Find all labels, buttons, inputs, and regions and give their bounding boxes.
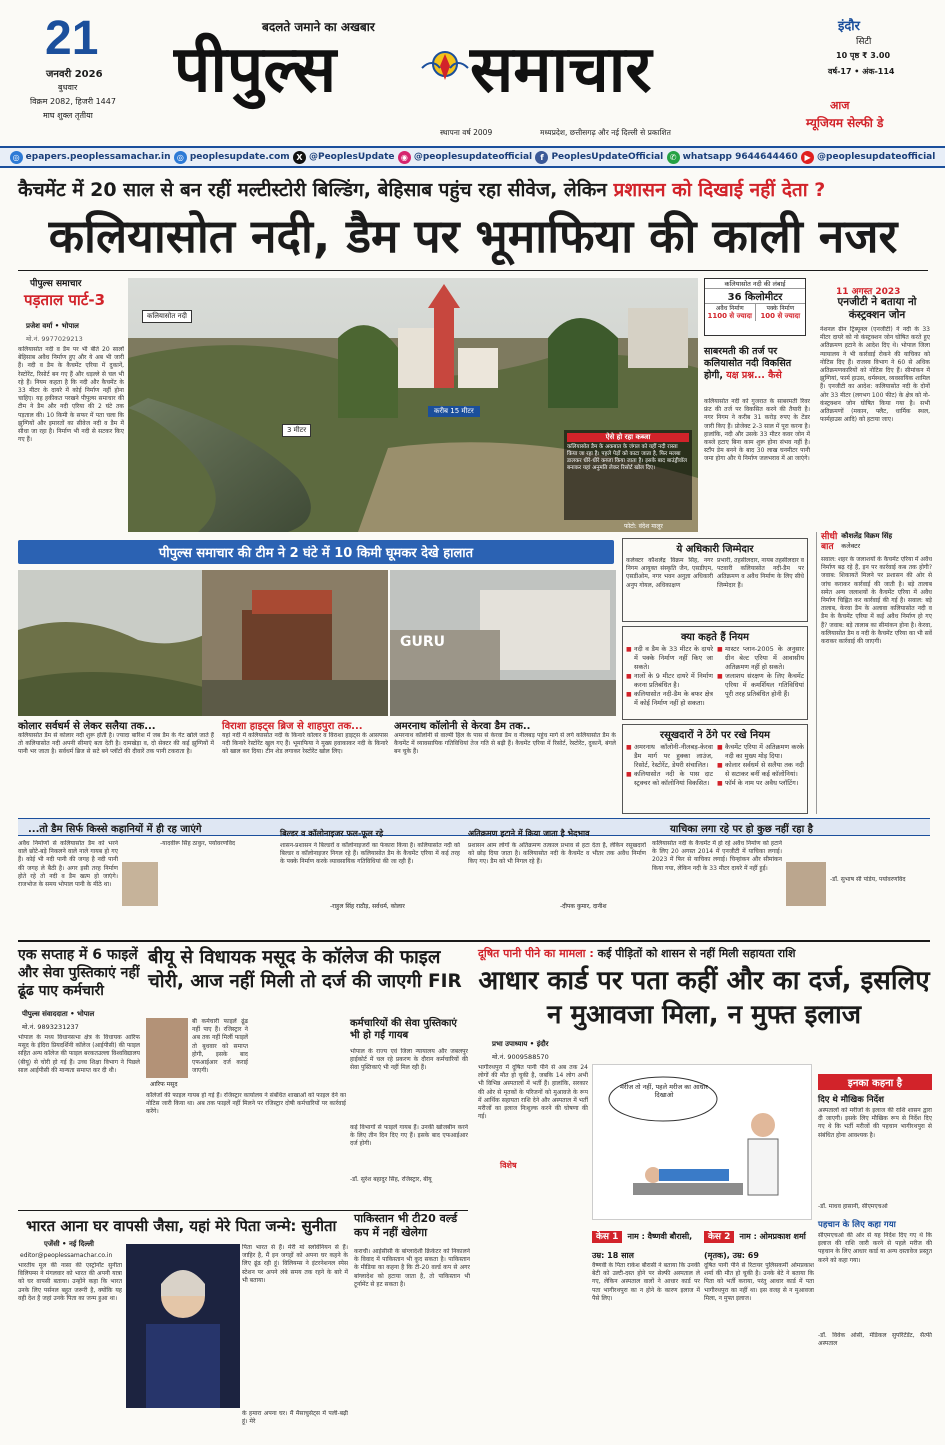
photo-label-3m: 3 मीटर [282,424,311,437]
story5-phone: मो.नं. 9009588570 [492,1053,549,1061]
rules-box [622,626,808,720]
stats-length-value: 36 किलोमीटर [727,292,783,303]
stats-pakka-value: 100 से ज्यादा [760,312,801,320]
story5-box [818,1074,932,1438]
story5-headline: आधार कार्ड पर पता कहीं और का दर्ज, इसलिए न मुआवजा मिला, न मुफ्त इलाज [478,966,930,1030]
influential-item: ■ कोलार सर्वधर्म से सलैया तक नदी से सटाकर बनीं कई कॉलोनियां। [717,761,804,779]
social-item[interactable]: X @PeoplesUpdate [293,151,395,164]
sidhi-baat-tag: सीधी बात [821,532,838,552]
strip-title-3: अमरनाथ कॉलोनी से केरवा डैम तक.. [394,721,531,732]
quote-2-by: -राहुल सिंह राठौड़, सर्वधर्म, कोलार [330,903,405,910]
strip-title-2: विराशा हाइट्स ब्रिज से शाहपुरा तक... [222,721,363,732]
today-label: आज [830,99,850,112]
youtube-icon: ▶ [801,151,814,164]
series-title: पड़ताल पार्ट-3 [24,291,106,309]
story5-box-sub: दिए थे मौखिक निर्देश [818,1095,884,1105]
story5-box-body2: सीएमएचओ की ओर से यह निर्देश दिए गए थे कि इलाज की राशि जारी करने से पहले मरीज की पहचान के लिए आधार कार्ड या अन्य दस्तावेज प्रस्तुत करने को कहा गया। [818,1232,932,1264]
stats-box [704,278,806,336]
team-banner: पीपुल्स समाचार की टीम ने 2 घंटे में 10 किमी घूमकर देखे हालात [18,540,614,564]
story4-headline: पाकिस्तान भी टी20 वर्ल्ड कप में नहीं खेलेगा [354,1212,458,1239]
whatsapp-icon: ✆ [667,151,680,164]
influential-item: ■ कैचमेंट एरिया में अतिक्रमण करके नदी का मुख्य मोड़ दिया। [717,743,804,761]
influential-box [622,724,808,814]
social-item[interactable]: ◎ peoplesupdate.com [174,151,290,164]
photo-credit: फोटो: वंदेश मालूर [624,523,663,530]
ngt-body: नेशनल ग्रीन ट्रिब्यूनल (एनजीटी) ने नदी के 33 मीटर दायरे को नो कंस्ट्रक्शन जोन घोषित करते हुए अतिक्रमण हटाने के आदेश दिए थे। भोपाल जिला न्यायालय ने भी कार्रवाई रोकने की याचिका को नोटिस दिए हैं। राजस्व विभाग ने 60 से अधिक अतिक्रमणकारियों को नोटिस दिए हैं। सीमांकन में झुग्गियां, फार्म हाउस, धर्मस्थल, व्यवसायिक शामिल हैं। एनजीटी का आदेश: कलियासोत नदी के दोनों ओर 33 मीटर (लगभग 100 फीट) के क्षेत्र को नो-कंस्ट्रक्शन जोन घोषित किया गया है। सभी अतिक्रमणों (मकान, फ्लैट, धार्मिक स्थल, फार्महाउस आदि) को हटाया जाए। [820,326,930,424]
edition: सिटी [856,37,872,47]
social-item[interactable]: ◉ @peoplesupdateofficial [398,151,532,164]
story5-box-by2: -डॉ. विवेक ओसी, मेडिकल सुपरिंटेंडेंट, सैत्फी अस्पताल [818,1332,932,1348]
pen-nib-logo [420,50,470,90]
strip-body-3: अमरनाथ कॉलोनी से वाल्मी हिल के पास से केरवा डैम व नीलबड़ पहुंच मार्ग से लगे कलियासोत डैम के कैचमेंट में व्यावसायिक गतिविधियां तेज गति से बढ़ी हैं। कैचमेंट एरिया में रिसोर्ट, रेस्टोरेंट, दुकानें, बंगले बन चुके हैं। [394,732,616,756]
story5-series: विशेष [500,1161,517,1170]
influential-item: ■ अमरनाथ कॉलोनी-नीलबड़-केरवा डैम मार्ग पर हुक्का लाउंज, रिसोर्ट, रेस्टोरेंट, डेयरी संचालित। [626,743,713,770]
story2-side-body2: कई विभागों से फाइलें गायब हैं। उनकी खोजबीन करने के लिए तीन दिन दिए गए हैं। इसके बाद एफआईआर दर्ज होगी। [350,1124,468,1148]
story4-body: कराची। आईसीसी के बांग्लादेशी क्रिकेटर को निकालने के विवाद में पाकिस्तान भी कूद सकता है। पाकिस्तान के मीडिया का कहना है कि टी-20 वर्ल्ड कप से अगर बांग्लादेश को हटाया जाता है, तो पाकिस्तान भी टूर्नामेंट से हट सकता है। [354,1248,470,1288]
paper-title-left: पीपुल्स [174,33,337,107]
photo-label-river: कलियासोत नदी [142,310,192,323]
story2-headline: एक सप्ताह में 6 फाइलें और सेवा पुस्तिकाएं नहीं ढूंढ पाए कर्मचारी [18,947,140,999]
social-item[interactable]: f PeoplesUpdateOfficial [535,151,663,164]
story3-photo [126,1244,240,1408]
series-brand: पीपुल्स समाचार [30,279,82,289]
globe-icon: ◎ [10,151,23,164]
strip-photo-3 [390,570,616,716]
cartoon [592,1064,812,1220]
influential-title: रसूखदारों ने ठेंगे पर रखे नियम [660,730,770,741]
ngt-headline: एनजीटी ने बताया नो कंस्ट्रक्शन जोन [837,296,917,321]
case2 [704,1224,814,1262]
date-month: जनवरी 2026 [46,69,103,80]
quotes-left-title: ...तो डैम सिर्फ किस्से कहानियों में ही रह जाएंगे [28,824,202,835]
tagline: बदलते जमाने का अखबार [262,20,375,34]
date-day: 21 [45,12,99,65]
case2-name: नाम : ओमप्रकाश शर्मा (मृतक), उम्र: 69 [704,1232,806,1260]
pages-price: 10 पृष्ठ ₹ 3.00 [836,51,891,60]
sabarmati-headline: साबरमती की तर्ज पर कलियासोत नदी विकसित होगी, यक्ष प्रश्न... कैसे [704,346,792,381]
lead-photo [128,278,698,532]
case2-tag: केस 2 [704,1231,734,1243]
strip-body-1: कलियासोत डैम से कोलार नदी शुरू होती है। ज्यादा बारिश में जब डैम के गेट खोले जाते हैं तो कलियासोत नदी अपनी सीमाएं बता देती है। दामखेड़ा व, दो सेक्टर की कई झुग्गियों में पानी भर जाता है। सर्वधर्म ब्रिज से सटे बने प्लॉटों की दीवारें तक पानी टकराता है। [18,732,214,756]
story2-phone: मो.नं. 9893231237 [22,1023,79,1031]
lead-body: कलियासोत नदी व डैम पर भी बीते 20 सालों बेहिसाब अवैध निर्माण हुए और ये अब भी जारी हैं। नदी व डैम के कैचमेंट एरिया में दुकानें, रेस्टोरेंट, रिसोर्ट बन गए हैं और धड़ल्ले से चल भी रहे हैं। नियम कहता है कि नदी और कैचमेंट के 33 मीटर के दायरे में कोई निर्माण नहीं होना चाहिए। यह हकीकत परखने पीपुल्स समाचार की टीम ने डैम और नदी एरिया की 2 घंटे तक पड़ताल की। 10 किमी के सफर में पता चला कि झुग्गियों और इमारतों का सीवेज नदी व डैम में सीधा जा रहा है। निर्माण भी नदी से सटकर किए गए हैं। [18,346,124,444]
photo-note-box [564,430,692,520]
photo-note: कलियासोत डैम के अकबात के जंगल को यहीं नदी रास्ता किया जा रहा है। पहले पेड़ों को काटा जाता है, फिर मलबा डालकर धीरे-धीरे कब्जा किया जाता है। इसके बाद बाउंड्रीवॉल बनाकर यहां अनुमति लेकर रिसोर्ट खोल दिए। [567,444,687,471]
samvat: विक्रम 2082, हिजरी 1447 [30,97,116,106]
quote-2-title: बिल्डर व कॉलोनाइजर फल-फूल रहे [280,829,384,838]
masthead [0,0,945,142]
city: इंदौर [838,19,860,34]
lead-byline: प्रजेश वर्मा • भोपाल [26,322,79,330]
globe-icon: ◎ [174,151,187,164]
stats-illegal-label: अवैध निर्माण [715,305,744,312]
quotes-right-title: याचिका लगा रहे पर हो कुछ नहीं रहा है [670,824,813,835]
quote-2: शासन-प्रशासन ने बिल्डरों व कॉलोनाइजरों का फेकारा किया है। कलियासोत नदी को बिल्डर व कॉलोनाइजर निगल रहे हैं। कलियासोत डैम के कैचमेंट एरिया में कई तरह के पक्के निर्माण करके व्यावसायिक गतिविधियां की जा रही हैं। [280,842,460,866]
strip-body-2: यहां नदी में कलियासोत नदी के किनारे कोलार व विराशा हाइट्स के आसपास नदी किनारे रेस्टोरेंट खुल गए हैं। भूमाफिया ने मुख्य हवाकाकर नदी के किनारे को खाल कर दिया। टीन शेड लगाकर रेस्टोरेंट खोल लिए। [222,732,388,756]
story2-main-headline: बीयू से विधायक मसूद के कॉलेज की फाइल चोरी, आज नहीं मिली तो दर्ज की जाएगी FIR [148,947,462,992]
story2-side-by: -डॉ. सुरेश बहादुर सिंह, रजिस्ट्रार, बीयू [350,1176,432,1183]
case2-body: दूषित पानी पीने से रिटायर पुलिसकर्मी ओमप्रकाश शर्मा की मौत हो चुकी है। उनके बेटे ने बताया कि पिता को भर्ती कराया, परंतु आधार कार्ड में पता भागीरथपुरा का नहीं था। इस वजह से न मुआवजा मिला, न मुफ्त इलाज। [704,1262,814,1302]
rules-title: क्या कहते हैं नियम [680,632,750,643]
quote-1-by: -यादवीरू सिंह ठाकुर, पर्यावरणविद [160,840,236,847]
story5-box-body: अस्पतालों को मरीजों के इलाज की राशि शासन द्वारा दी जाएगी। इसके लिए मौखिक रूप से निर्देश दिए गए थे कि भर्ती मरीजों की पहचान भागीरथपुरा से संबंधित होना आवश्यक है। [818,1107,932,1139]
story5-body: भागीरथपुरा में दूषित पानी पीने से अब तक 24 लोगों की मौत हो चुकी है, जबकि 14 लोग अभी भी विभिन्न अस्पतालों में भर्ती हैं। हालांकि, सरकार की ओर से मृतकों के परिजनों को मुआवजे के रूप में आर्थिक सहायता राशि देने और अस्पताल में भर्ती मरीजों का इलाज निःशुल्क करने की घोषणा की गई। [478,1064,588,1121]
social-item[interactable]: ✆ whatsapp 9644644460 [667,151,798,164]
responsible-col2: प्रभारी, तहसीलदार, नायब तहसीलदार व पटवारी कलियासोत नदी-डैम पर अतिक्रमण व अवैध निर्माण के लिए सीधे जिम्मेदार हैं। [717,557,804,589]
quote-3: प्रशासन आम लोगों के अतिक्रमण तत्काल प्रभाव से हटा देता है, लेकिन रसूखदारों को छोड़ दिया जाता है। कलियासोत नदी के कैचमेंट व भीतर तक अवैध निर्माण किए गए। डैम को भी निगल रहे हैं। [468,842,646,866]
photo-note-title: ऐसे हो रहा कब्जा [567,433,689,442]
sidhi-baat-role: कलेक्टर [841,542,861,550]
responsible-box [622,538,808,622]
quote-1: अवैध निर्माणों से कलियासोत डैम को भरने वाले छोटे-बड़े निकलने वाले नाले गायब हो गए हैं। कोई भी नदी पानी की जगह है नदी पानी की जगह ले बैठी है। अगर इसी तरह निर्माण होते रहे तो नदी व डैम खत्म हो जाएंगे। राजभोज के समय भोपाल पानी के मीठे था। [18,840,118,889]
rule-item: ■ जलाशय संरक्षण के लिए कैचमेंट एरिया में कमर्शियल गतिविधियां पूरी तरह प्रतिबंधित होनी हैं। [717,672,804,699]
quote-4-by: -डॉ. सुभाष सी पांडेय, पर्यावरणविद [830,876,906,883]
sidhi-baat-person: कौशलेंद्र विक्रम सिंह [841,532,893,540]
quote-1-avatar [122,862,158,906]
photo-label-width: करीब 15 मीटर [428,406,480,417]
story2-side-body: भोपाल के राज्य एवं जिला न्यायालय और जबलपुर हाईकोर्ट में चल रहे प्रकरण के दौरान कर्मचारियों की सेवा पुस्तिकाएं भी नहीं मिल रही हैं। [350,1048,468,1072]
instagram-icon: ◉ [398,151,411,164]
social-item[interactable]: ▶ @peoplesupdateofficial [801,151,935,164]
strip-photo-1 [18,570,214,716]
stats-illegal-value: 1100 से ज्यादा [707,312,752,320]
story3-headline: भारत आना घर वापसी जैसा, यहां मेरे पिता जन्मे: सुनीता [26,1217,337,1235]
case1-body: वैष्णवी के पिता राकेश बौरासी ने बताया कि उनकी बेटी को उल्टी-दस्त होने पर सेल्फी अस्पताल ले गए, लेकिन अस्पताल वालों ने आधार कार्ड पर पता भागीरथपुरा का न होने के कारण इलाज में पैसे लिए। [592,1262,700,1302]
tithi: माघ शुक्ल तृतीया [43,111,93,120]
rule-item: ■ नालों के 9 मीटर दायरे में निर्माण करना प्रतिबंधित है। [626,672,713,690]
responsible-col1: कलेक्टर कौशलेंद्र विक्रम सिंह, नगर निगम आयुक्त संस्कृति जैन, एसडीएम, एसडीओम, नगर भवन अनुज्ञा अधिकारी अनुप गोयल, अधिकाक्षण [626,557,713,589]
lead-phone: मो.नं. 9977029213 [26,335,83,343]
stats-length-label: कलियासोत नदी की लंबाई [705,279,805,289]
story5-byline: प्रभा उपाध्याय • इंदौर [492,1040,549,1048]
story2-body2: बी कर्मचारी फाइलें ढूंढ नहीं पाए हैं। रजिस्ट्रार ने अब तक नहीं मिलीं फाइलें तो बुधवार को समाप्त होगी, इसके बाद एफआईआर दर्ज कराई जाएगी। [192,1018,248,1075]
stats-pakka-label: पक्के निर्माण [766,305,795,312]
rule-item: ■ कलियासोत नदी-डैम के बफर क्षेत्र में कोई निर्माण नहीं हो सकता। [626,690,713,708]
case1-tag: केस 1 [592,1231,622,1243]
story2-body3: कॉलेजों की फाइल गायब हो गई हैं। रजिस्ट्रार कार्यालय ने संबंधित शाखाओं को फाइल देने का नोटिस जारी किया था। अब तक फाइलें नहीं मिलने पर रजिस्ट्रार दोषी कर्मचारियों पर कार्रवाई करेंगे। [146,1092,346,1116]
story3-body2: पिता भारत से हैं। मेरी मां स्लोवेनियन से हैं। जाहिर है, मैं इन जगहों को अपना घर कहने के लिए ढूंढ रही हूं। विलियम्स ने इंटरनेशनल स्पेस स्टेशन पर अपने लंबे समय तक रहने के बारे में भी बताया। [242,1244,348,1284]
today-event: म्यूजियम सेल्फी डे [806,116,884,130]
rule-item: ■ मास्टर प्लान-2005 के अनुसार ग्रीन बेल्ट एरिया में आवासीय अतिक्रमण नहीं हो सकते। [717,645,804,672]
lead-kicker: कैचमेंट में 20 साल से बन रहीं मल्टीस्टोरी बिल्डिंग, बेहिसाब पहुंच रहा सीवेज, लेकिन प्रशासन को दिखाई नहीं देता ? [18,179,826,201]
story3-body: भारतीय मूल की नासा की एस्ट्रोनॉट सुनीता विलियम्स ने मंगलवार को भारत की अपनी यात्रा को घर वापसी बताया। उन्होंने कहा कि भारत उनके लिए पर्सनल बहुत जरूरी है, क्योंकि यह वही देश है जहां उनके पिता का जन्म हुआ था। [18,1262,122,1302]
responsible-title: ये अधिकारी जिम्मेदार [676,544,754,555]
story3-quote: के हमारा अपना घर। मैं मैसाचुसेट्स में पली-बढ़ी हूं। मेरे [242,1410,348,1426]
story5-kicker: दूषित पानी पीने का मामला : कई पीड़ितों को शासन से नहीं मिली सहायता राशि [478,947,796,960]
quote-3-title: अतिक्रमण हटाने में किया जाता है भेदभाव [468,829,590,838]
case1-name: नाम : वैष्णवी बौरासी, उम्र: 18 साल [592,1232,693,1260]
sidhi-baat-body: सवाल: शहर के जलाशयों के कैचमेंट एरिया में अवैध निर्माण बढ़ रहे हैं, इन पर कार्रवाई कब तक होगी? जवाब: शिकायतें मिलने पर प्रशासन की ओर से जांच कराकर कार्रवाई की जाती है। बड़े तालाब समेत अन्य जलाशयों के कैचमेंट एरिया में अवैध निर्माण चिह्नित कर कार्रवाई की गई है। सवाल: बड़े तालाब, केरवा डैम के अलावा कलियासोत नदी व डैम के कैचमेंट एरिया में कई अवैध निर्माण हो गए हैं? जवाब: बड़े तालाब का सीमांकन होना है। केरवा, कलियासोत डैम व नदी के कैचमेंट एरिया का भी सर्वे कराकर कार्रवाई की जाएगी। [821,556,932,646]
story2-body1: भोपाल के मध्य विधानसभा क्षेत्र के विधायक आरिफ मसूद के इंदिरा प्रियदर्शिनी कॉलेज (आईपीसी) की फाइल सहित अन्य कॉलेज की फाइल बरकतउल्ला विश्वविद्यालय (बीयू) से चोरी हो गई हैं। उच्च शिक्षा विभाग ने पिछले साल आईपीसी की मान्यता समाप्त कर दी थी। [18,1034,140,1074]
weekday: बुधवार [58,83,78,92]
quote-4-avatar [786,862,826,906]
lead-headline: कलियासोत नदी, डैम पर भूमाफिया की काली नजर [48,209,898,263]
paper-title-right: समाचार [470,33,652,107]
guru-sign: GURU [400,634,446,650]
social-bar [0,146,945,168]
story2-caption: आरिफ मसूद [150,1081,178,1088]
influential-item: ■ फॉर्म के नाम पर अवैध प्लॉटिंग। [717,779,804,788]
story5-box-title: इनका कहना है [818,1074,932,1090]
story5-box-by: -डॉ. माधव हासानी, सीएमएचओ [818,1203,888,1210]
ngt-date: 11 अगस्त 2023 [836,287,901,297]
story3-email: editor@peoplessamachar.co.in [20,1252,113,1259]
cartoon-text: मरीज तो नहीं, पहले मरीज का आधार दिखाओ [620,1083,708,1099]
published: मध्यप्रदेश, छत्तीसगढ़ और नई दिल्ली से प्रकाशित [540,128,671,137]
story2-photo [146,1018,188,1078]
quote-4: कलियासोत नदी के कैचमेंट में हो रहे अवैध निर्माण को हटाने के लिए 20 अगस्त 2014 में एनजीटी में याचिका लगाई। 2023 में फिर से याचिका लगाई। चिन्हांकन और सीमांकन किया गया, लेकिन नदी के 33 मीटर दायरे में नहीं हुई। [652,840,782,872]
story3-brand: एजेंसी • नई दिल्ली [44,1240,94,1248]
quote-3-by: -दीपक कुमार, दानीश [560,903,607,910]
rule-item: ■ नदी व डैम के 33 मीटर के दायरे में पक्के निर्माण नहीं किए जा सकते। [626,645,713,672]
strip-title-1: कोलार सर्वधर्म से लेकर सलैया तक... [18,721,156,732]
sabarmati-body: कलियासोत नदी को गुजरात के साबरमती रिवर फ्रंट की तर्ज पर विकसित करने की तैयारी है। नगर निगम ने करीब 31 करोड़ रुपए के टेंडर जारी किए हैं। प्रोजेक्ट 2-3 साल में पूरा करना है। हालांकि, नदी और उसके 33 मीटर कवर जोन में कब्जे हटाए बिना काम शुरू होना संभव नहीं है। स्टॉप डेम बनने के बाद 30 लाख घनमीटर पानी जमा होगा और ये निर्माण जलभराव में आ जाएंगे। [704,398,810,463]
influential-item: ■ कलियासोत नदी के पास दाट स्ट्रक्चर को कॉलोनियां विकसित। [626,770,713,788]
strip-photo-2 [202,570,388,716]
sidhi-baat [816,532,932,814]
story2-side-title: कर्मचारियों की सेवा पुस्तिकाएं भी हो गईं गायब [350,1018,457,1041]
facebook-icon: f [535,151,548,164]
social-item[interactable]: ◎ epapers.peoplessamachar.in [10,151,171,164]
case1 [592,1224,700,1262]
volume: वर्ष-17 • अंक-114 [828,67,895,76]
x-icon: X [293,151,306,164]
story5-box-sub2: पहचान के लिए कहा गया [818,1220,896,1230]
story2-brand: पीपुल्स संवाददाता • भोपाल [22,1010,95,1018]
founded: स्थापना वर्ष 2009 [440,128,493,137]
